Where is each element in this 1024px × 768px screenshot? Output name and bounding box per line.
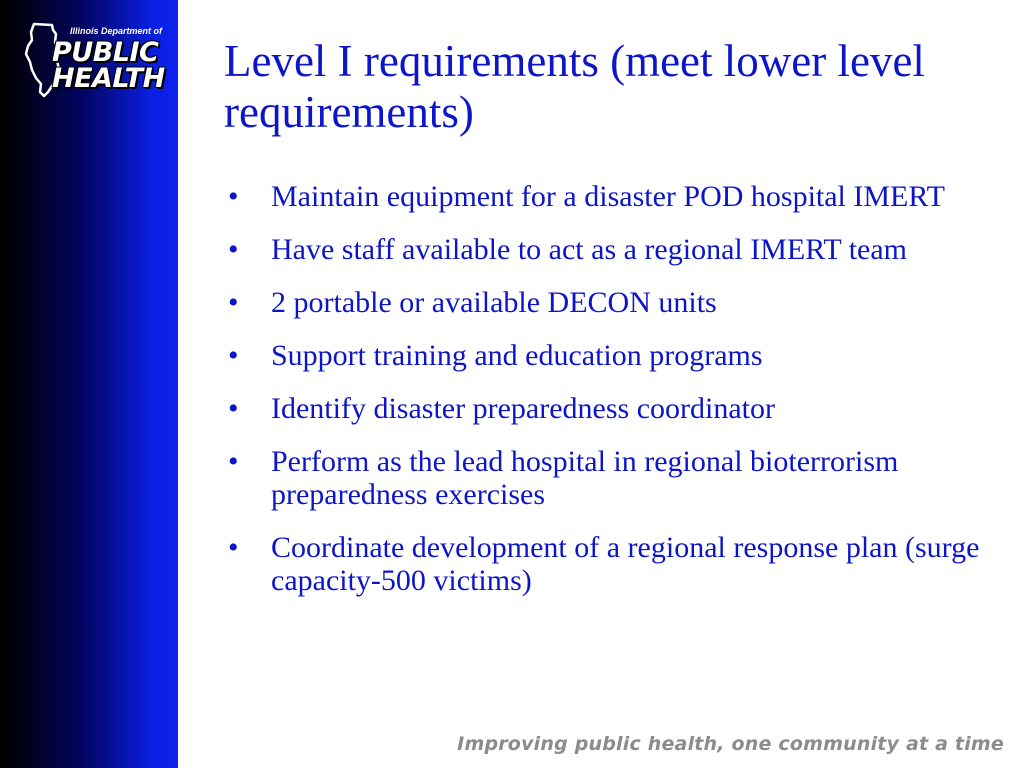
- bullet-item: [228, 445, 998, 511]
- bullet-text: Identify disaster preparedness coordinator: [271, 392, 775, 425]
- bullet-item: [228, 531, 998, 597]
- bullet-item: [228, 392, 998, 425]
- bullet-text: Perform as the lead hospital in regional bioterrorism preparedness exercises: [271, 445, 899, 511]
- logo-word-health: HEALTH: [52, 63, 165, 94]
- bullet-item: [228, 180, 998, 213]
- slide-title: Level I requirements (meet lower level requirements): [224, 36, 925, 137]
- bullet-dot: •: [228, 233, 239, 266]
- footer-tagline: Improving public health, one community at a time: [457, 733, 1004, 755]
- bullet-item: [228, 339, 998, 372]
- idph-logo: [22, 20, 172, 100]
- bullet-text: Have staff available to act as a regional IMERT team: [271, 233, 908, 266]
- bullet-text: Maintain equipment for a disaster POD hospital IMERT: [271, 180, 945, 213]
- bullet-item: [228, 286, 998, 319]
- bullet-text: Support training and education programs: [271, 339, 763, 372]
- bullet-dot: •: [228, 180, 239, 213]
- side-gradient-band: [0, 0, 178, 768]
- bullet-dot: •: [228, 531, 239, 564]
- bullet-dot: •: [228, 339, 239, 372]
- logo-word-public: PUBLIC: [52, 37, 159, 68]
- bullet-dot: •: [228, 286, 239, 319]
- bullet-text: Coordinate development of a regional response plan (surge capacity-500 victims): [271, 531, 980, 597]
- bullet-item: [228, 233, 998, 266]
- bullet-dot: •: [228, 392, 239, 425]
- bullet-list: [228, 180, 998, 617]
- bullet-text: 2 portable or available DECON units: [271, 286, 717, 319]
- bullet-dot: •: [228, 445, 239, 478]
- logo-department-text: Illinois Department of: [70, 26, 163, 36]
